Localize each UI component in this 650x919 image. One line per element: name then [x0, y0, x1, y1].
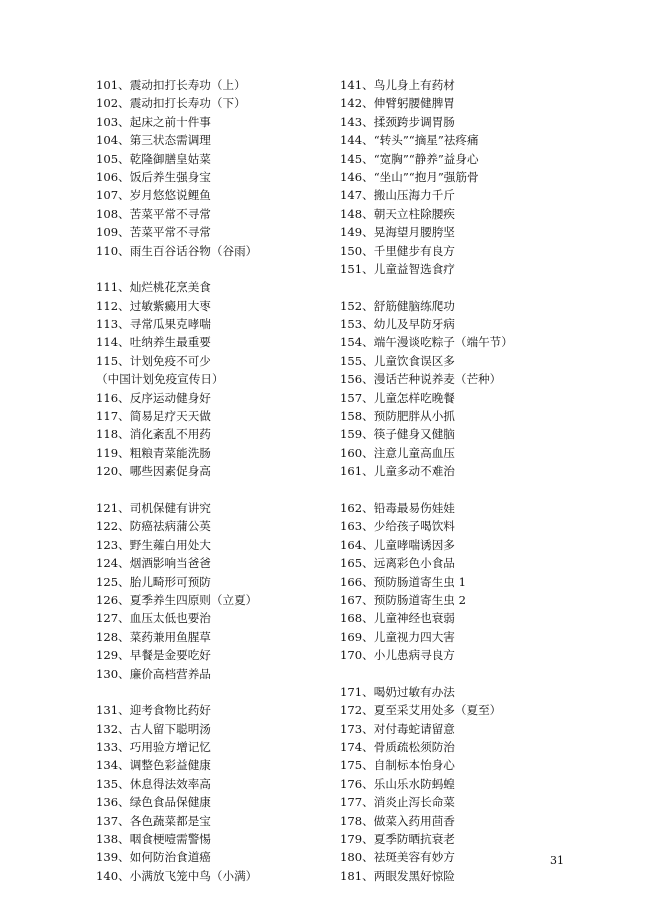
- list-item: 174、骨质疏松须防治: [340, 740, 455, 755]
- list-item: 106、饭后养生强身宝: [96, 169, 211, 184]
- list-item: 146、“坐山”“抱月”强筋骨: [340, 169, 479, 184]
- list-item: 133、巧用验方增记忆: [96, 740, 211, 755]
- group-spacer: [96, 260, 346, 278]
- list-item: 107、岁月悠悠说鲤鱼: [96, 188, 211, 203]
- list-item: 169、儿童视力四大害: [340, 629, 455, 644]
- list-item: 126、夏季养生四原则（立夏）: [96, 592, 258, 607]
- left-column: [96, 76, 346, 885]
- list-item: 129、早餐是金要吃好: [96, 648, 211, 663]
- group-spacer: [96, 683, 346, 701]
- list-item: 172、夏至采艾用处多（夏至）: [340, 703, 502, 718]
- list-item: 168、儿童神经也衰弱: [340, 611, 455, 626]
- list-item: 123、野生蕹白用处大: [96, 537, 211, 552]
- list-item: 138、咽食梗噎需警惕: [96, 832, 211, 847]
- list-item: 118、消化紊乱不用药: [96, 427, 211, 442]
- list-item: 156、漫话芒种说养麦（芒种）: [340, 372, 502, 387]
- list-item: 122、防癌祛病蒲公英: [96, 519, 211, 534]
- list-item: 171、喝奶过敏有办法: [340, 684, 455, 699]
- list-item: 132、古人留下聪明汤: [96, 721, 211, 736]
- list-item: 149、晃海望月腰胯坚: [340, 225, 455, 240]
- list-item: 130、廉价高档营养品: [96, 666, 211, 681]
- list-item: 134、调整色彩益健康: [96, 758, 211, 773]
- list-item: 117、简易足疗天天做: [96, 409, 211, 424]
- list-item: 161、儿童多动不难治: [340, 464, 455, 479]
- list-item: 115、计划免疫不可少: [96, 353, 211, 368]
- list-item: 121、司机保健有讲究: [96, 500, 211, 515]
- list-item: 179、夏季防晒抗衰老: [340, 832, 455, 847]
- list-item: 165、远离彩色小食品: [340, 556, 455, 571]
- list-item: 160、注意儿童高血压: [340, 445, 455, 460]
- list-item: 164、儿童哮喘诱因多: [340, 537, 455, 552]
- list-item: 153、幼儿及早防牙病: [340, 317, 455, 332]
- list-item: 102、震动扣打长寿功（下）: [96, 96, 246, 111]
- list-item: 110、雨生百谷话谷物（谷雨）: [96, 243, 258, 258]
- list-item: 178、做菜入药用茴香: [340, 813, 455, 828]
- group-spacer: [96, 481, 346, 499]
- list-item: 173、对付毒蛇请留意: [340, 721, 455, 736]
- list-item: 167、预防肠道寄生虫 2: [340, 592, 466, 607]
- list-item: 112、过敏紫癜用大枣: [96, 298, 211, 313]
- list-item: 109、苦菜平常不寻常: [96, 225, 211, 240]
- list-item: 105、乾隆御膳皇姑菜: [96, 151, 211, 166]
- group-spacer: [340, 481, 590, 499]
- list-item: 128、菜药兼用鱼腥草: [96, 629, 211, 644]
- list-item: 154、端午漫谈吃粽子（端午节）: [340, 335, 513, 350]
- list-item: 136、绿色食品保健康: [96, 795, 211, 810]
- list-item: 143、揉颈跨步调胃肠: [340, 114, 455, 129]
- list-item: 147、搬山压海力千斤: [340, 188, 455, 203]
- page-number: 31: [550, 854, 564, 867]
- list-item: 141、鸟儿身上有药材: [340, 78, 455, 92]
- list-item: 157、儿童怎样吃晚餐: [340, 390, 455, 405]
- group-spacer: [340, 278, 590, 296]
- list-item: 166、预防肠道寄生虫 1: [340, 574, 466, 589]
- list-item: 145、“宽胸”“静养”益身心: [340, 151, 479, 166]
- list-item: 180、祛斑美容有妙方: [340, 850, 455, 865]
- list-item: 104、第三状态需调理: [96, 133, 211, 148]
- list-item: （中国计划免疫宣传日）: [96, 372, 224, 387]
- list-item: 150、千里健步有良方: [340, 243, 455, 258]
- list-item: 144、“转头”“摘星”祛疼痛: [340, 133, 479, 148]
- list-item: 140、小满放飞笼中鸟（小满）: [96, 868, 258, 883]
- list-item: 142、伸臂躬腰健脾胃: [340, 96, 455, 111]
- list-item: 170、小儿患病寻良方: [340, 648, 455, 663]
- right-column: [340, 76, 590, 885]
- list-item: 177、消炎止泻长命菜: [340, 795, 455, 810]
- list-item: 108、苦菜平常不寻常: [96, 206, 211, 221]
- list-item: 137、各色蔬菜都是宝: [96, 813, 211, 828]
- list-item: 127、血压太低也要治: [96, 611, 211, 626]
- list-item: 181、两眼发黑好惊险: [340, 868, 455, 883]
- list-item: 119、粗粮青菜能洗肠: [96, 445, 211, 460]
- list-item: 176、乐山乐水防蚂蝗: [340, 776, 455, 791]
- list-item: 135、休息得法效率高: [96, 776, 211, 791]
- list-item: 113、寻常瓜果克哮喘: [96, 317, 211, 332]
- list-item: 114、吐纳养生最重要: [96, 335, 211, 350]
- list-item: 151、儿童益智选食疗: [340, 261, 455, 276]
- list-item: 152、舒筋健脑练爬功: [340, 298, 455, 313]
- list-item: 158、预防肥胖从小抓: [340, 409, 455, 424]
- list-item: 101、震动扣打长寿功（上）: [96, 78, 246, 92]
- list-item: 162、铅毒最易伤娃娃: [340, 500, 455, 515]
- list-item: 148、朝天立柱除腰疾: [340, 206, 455, 221]
- list-item: 139、如何防治食道癌: [96, 850, 211, 865]
- list-item: 175、自制标本怡身心: [340, 758, 455, 773]
- list-item: 103、起床之前十件事: [96, 114, 211, 129]
- list-item: 116、反序运动健身好: [96, 390, 211, 405]
- list-item: 163、少给孩子喝饮料: [340, 519, 455, 534]
- list-item: 155、儿童饮食误区多: [340, 353, 455, 368]
- list-item: 111、灿烂桃花烹美食: [96, 280, 211, 295]
- group-spacer: [340, 665, 590, 683]
- list-item: 159、筷子健身又健脑: [340, 427, 455, 442]
- list-item: 120、哪些因素促身高: [96, 464, 211, 479]
- list-item: 124、烟酒影响当爸爸: [96, 556, 211, 571]
- list-item: 125、胎儿畸形可预防: [96, 574, 211, 589]
- list-item: 131、迎考食物比药好: [96, 703, 211, 718]
